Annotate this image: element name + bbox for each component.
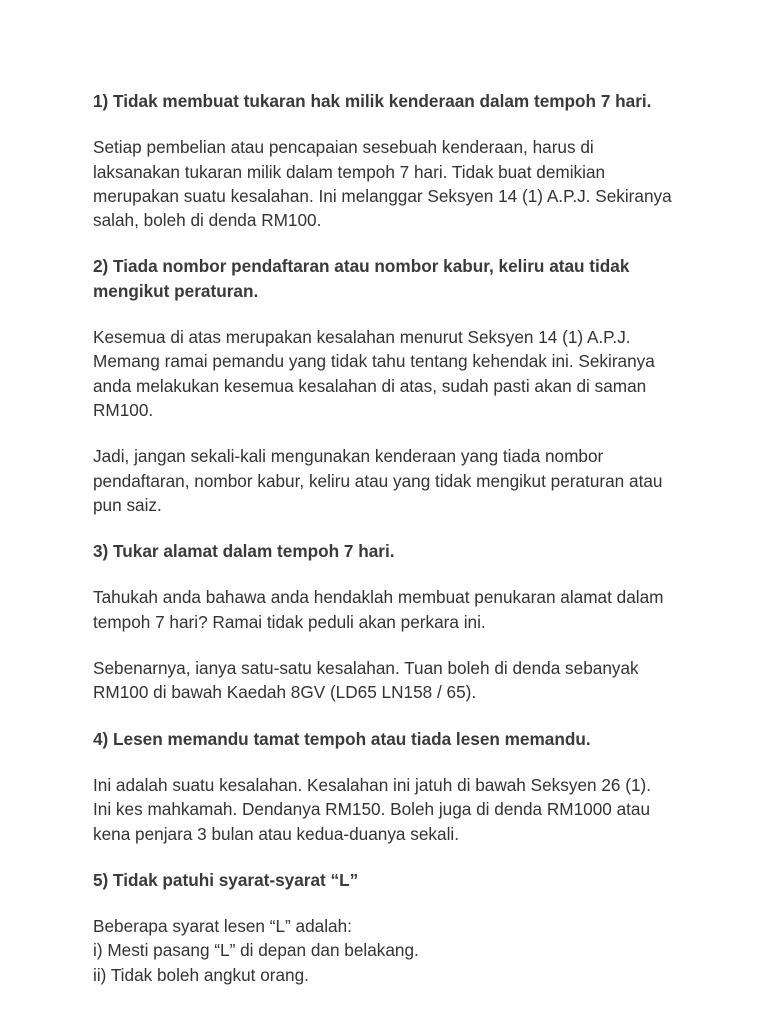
list-item: i) Mesti pasang “L” di depan dan belakang. — [93, 940, 419, 961]
section-2-paragraph-2: Jadi, jangan sekali-kali mengunakan kenderaan yang tiada nombor pendaftaran, nombor kabur, keliru atau yang tidak mengikut peraturan atau pun saiz. — [93, 446, 663, 515]
section-5-list-intro: Beberapa syarat lesen “L” adalah: — [93, 916, 352, 937]
section-3-heading: 3) Tukar alamat dalam tempoh 7 hari. — [93, 541, 395, 562]
section-5-heading: 5) Tidak patuhi syarat-syarat “L” — [93, 869, 359, 890]
section-2-paragraph-1: Kesemua di atas merupakan kesalahan menurut Seksyen 14 (1) A.P.J. Memang ramai pemandu yang tidak tahu tentang kehendak ini. Sekiranya anda melakukan kesemua kesalahan di atas, sudah pasti akan di saman RM100. — [93, 327, 655, 420]
section-4-heading: 4) Lesen memandu tamat tempoh atau tiada lesen memandu. — [93, 728, 591, 749]
list-item: ii) Tidak boleh angkut orang. — [93, 964, 309, 985]
section-1-heading: 1) Tidak membuat tukaran hak milik kenderaan dalam tempoh 7 hari. — [93, 91, 652, 111]
section-2-heading: 2) Tiada nombor pendaftaran atau nombor kabur, keliru atau tidak mengikut peraturan. — [93, 256, 630, 301]
section-3-paragraph-2: Sebenarnya, ianya satu-satu kesalahan. Tuan boleh di denda sebanyak RM100 di bawah Kaedah 8GV (LD65 LN158 / 65). — [93, 658, 639, 703]
article-body — [93, 89, 673, 987]
section-3-paragraph-1: Tahukah anda bahawa anda hendaklah membuat penukaran alamat dalam tempoh 7 hari? Ramai tidak peduli akan perkara ini. — [93, 587, 664, 632]
section-1-paragraph-1: Setiap pembelian atau pencapaian sesebuah kenderaan, harus di laksanakan tukaran milik dalam tempoh 7 hari. Tidak buat demikian merupakan suatu kesalahan. Ini melanggar Seksyen 14 (1) A.P.J. Sekiranya salah, boleh di denda RM100. — [93, 137, 672, 231]
section-4-paragraph-1: Ini adalah suatu kesalahan. Kesalahan ini jatuh di bawah Seksyen 26 (1). Ini kes mahkamah. Dendanya RM150. Boleh juga di denda RM1000 atau kena penjara 3 bulan atau kedua-duanya sekali. — [93, 774, 652, 844]
